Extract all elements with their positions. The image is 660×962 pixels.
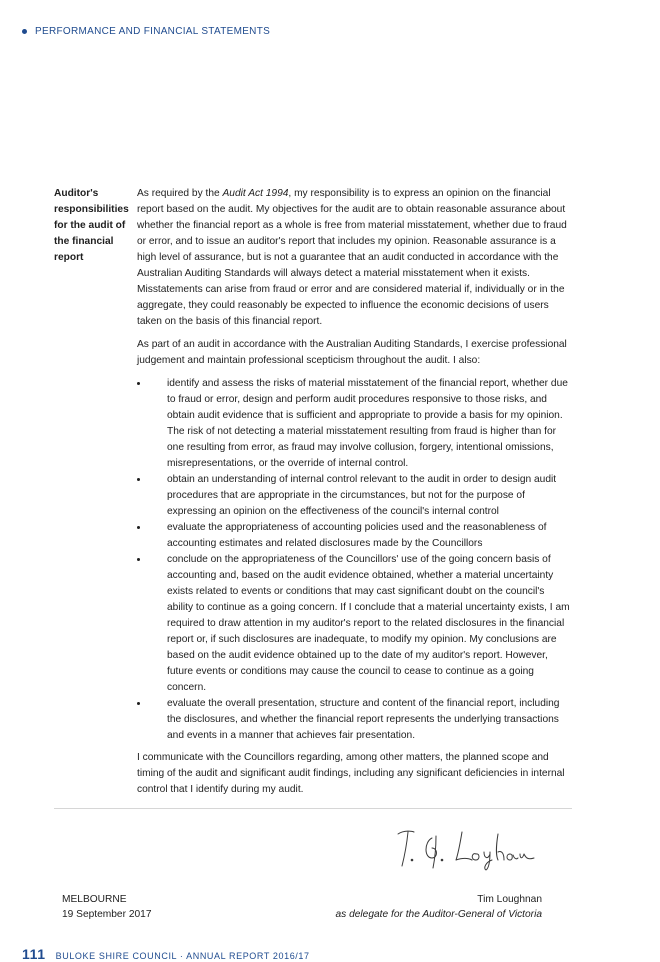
- section-body: [137, 186, 573, 805]
- paragraph-1: [137, 186, 573, 330]
- page-footer: [22, 946, 310, 962]
- list-item-text: evaluate the overall presentation, structure and content of the financial report, including the disclosures, and whether the financial report represents the underlying transactions and events in a manner that achieves fair presentation.: [167, 698, 560, 741]
- audit-act-reference: Audit Act 1994: [222, 188, 289, 199]
- paragraph-1-pre: As required by the: [137, 188, 223, 199]
- bullet-icon: [137, 702, 140, 705]
- signatory-name: Tim Loughnan: [477, 894, 542, 905]
- list-item: [137, 376, 573, 472]
- section-title: PERFORMANCE AND FINANCIAL STATEMENTS: [35, 26, 271, 37]
- list-item-text: identify and assess the risks of material misstatement of the financial report, whether due to fraud or error, design and perform audit procedures responsive to those risks, and obtain audit evidence that is sufficient and appropriate to provide a basis for my opinion. The risk of not detecting a material misstatement resulting from fraud is higher than for one resulting from error, as fraud may involve collusion, forgery, intentional omissions, misrepresentations, or the override of internal control.: [167, 378, 568, 469]
- signoff-city: MELBOURNE: [62, 894, 127, 905]
- publication-title: BULOKE SHIRE COUNCIL · ANNUAL REPORT 2016/17: [55, 951, 310, 961]
- list-item-text: conclude on the appropriateness of the Councillors' use of the going concern basis of accounting and, based on the audit evidence obtained, whether a material uncertainty exists related to events or conditions that may cast significant doubt on the council's ability to continue as a going concern. If I conclude that a material uncertainty exists, I am required to draw attention in my auditor's report to the related disclosures in the financial report or, if such disclosures are inadequate, to modify my opinion. My conclusions are based on the audit evidence obtained up to the date of my auditor's report. However, future events or conditions may cause the council to cease to continue as a going concern.: [167, 554, 570, 693]
- list-item: [137, 696, 573, 744]
- running-header: [22, 26, 270, 37]
- bullet-dot-icon: [22, 29, 27, 34]
- bullet-icon: [137, 478, 140, 481]
- list-item-text: evaluate the appropriateness of accounting policies used and the reasonableness of accounting estimates and related disclosures made by the Councillors: [167, 522, 547, 549]
- responsibilities-list: [137, 376, 573, 744]
- signoff-date: 19 September 2017: [62, 909, 152, 920]
- bullet-icon: [137, 558, 140, 561]
- section-label: Auditor's responsibilities for the audit of the financial report: [54, 188, 129, 263]
- signatory-role: as delegate for the Auditor-General of Victoria: [335, 909, 542, 920]
- list-item-text: obtain an understanding of internal control relevant to the audit in order to design audit procedures that are appropriate in the circumstances, but not for the purpose of expressing an opinion on the effectiveness of the council's internal control: [167, 474, 557, 517]
- bullet-icon: [137, 382, 140, 385]
- list-item: [137, 552, 573, 696]
- paragraph-1-post: , my responsibility is to express an opinion on the financial report based on the audit. My objectives for the audit are to obtain reasonable assurance about whether the financial report as a whole is free from material misstatement, whether due to fraud or error, and to issue an auditor's report that includes my opinion. Reasonable assurance is a high level of assurance, but is not a guarantee that an audit conducted in accordance with the Australian Auditing Standards will always detect a material misstatement when it exists. Misstatements can arise from fraud or error and are considered material if, individually or in the aggregate, they could reasonably be expected to influence the economic decisions of users taken on the basis of this financial report.: [137, 188, 567, 327]
- handwritten-signature-icon: [392, 822, 542, 872]
- divider: [54, 808, 572, 809]
- paragraph-3: I communicate with the Councillors regarding, among other matters, the planned scope and timing of the audit and significant audit findings, including any significant deficiencies in internal control that I identify during my audit.: [137, 752, 565, 795]
- signoff-location-date: [62, 892, 152, 922]
- bullet-icon: [137, 526, 140, 529]
- paragraph-2: As part of an audit in accordance with the Australian Auditing Standards, I exercise professional judgement and maintain professional scepticism throughout the audit. I also:: [137, 339, 567, 366]
- page-number: 111: [22, 946, 46, 962]
- list-item: [137, 472, 573, 520]
- list-item: [137, 520, 573, 552]
- signoff-signatory: [335, 892, 542, 922]
